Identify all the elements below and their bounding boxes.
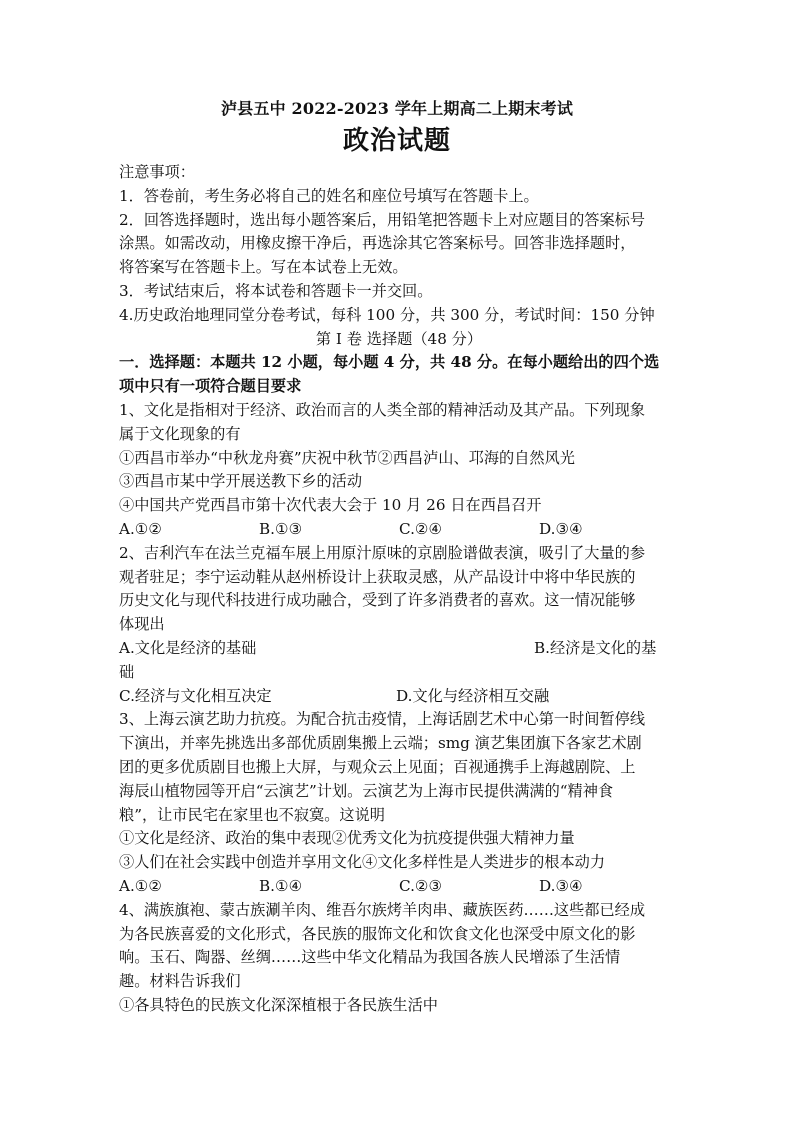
question-3-item: ③人们在社会实践中创造并享用文化④文化多样性是人类进步的根本动力 [119,853,605,872]
option-a: A.①② [119,519,163,538]
question-4-item: ①各具特色的民族文化深深植根于各民族生活中 [119,995,438,1014]
notice-line: 将答案写在答题卡上。写在本试卷上无效。 [119,258,408,277]
option-c: C.经济与文化相互决定 [119,686,272,705]
notice-line: 2．回答选择题时，选出每小题答案后，用铅笔把答题卡上对应题目的答案标号 [119,210,646,229]
option-b-continued: 础 [119,662,135,681]
notice-title: 注意事项： [119,163,195,181]
notice-line: 涂黑。如需改动，用橡皮擦干净后，再选涂其它答案标号。回答非选择题时， [119,234,636,253]
question-1-stem: 1、文化是指相对于经济、政治而言的人类全部的精神活动及其产品。下列现象 [119,400,646,419]
option-a: A.文化是经济的基础 [119,638,257,657]
question-3-stem: 下演出，并率先挑选出多部优质剧集搬上云端；smg 演艺集团旗下各家艺术剧 [119,734,642,753]
question-3-options [119,875,679,899]
option-b: B.①③ [259,519,303,538]
question-3-stem: 粮”，让市民宅在家里也不寂寞。这说明 [119,805,385,824]
question-2-options-ab [119,637,679,661]
question-3-item: ①文化是经济、政治的集中表现②优秀文化为抗疫提供强大精神力量 [119,829,575,848]
option-b: B.经济是文化的基 [534,638,657,657]
section-title: 第 I 卷 选择题（48 分） [315,329,483,348]
option-c: C.②③ [399,876,443,895]
notice-line: 4.历史政治地理同堂分卷考试，每科 100 分，共 300 分，考试时间：150 分钟 [119,305,655,324]
question-3-stem: 海辰山植物园等开启“云演艺”计划。云演艺为上海市民提供满满的“精神食 [119,781,614,800]
option-d: D.③④ [539,519,583,538]
question-4-stem: 响。玉石、陶器、丝绸……这些中华文化精品为我国各族人民增添了生活情 [119,948,621,967]
question-2-stem: 2、吉利汽车在法兰克福车展上用原汁原味的京剧脸谱做表演，吸引了大量的参 [119,543,646,562]
section-instructions: 项中只有一项符合题目要求 [119,377,302,396]
option-d: D.文化与经济相互交融 [396,686,550,705]
question-3-stem: 团的更多优质剧目也搬上大屏，与观众云上见面；百视通携手上海越剧院、上 [119,757,636,776]
notice-line: 1．答卷前，考生务必将自己的姓名和座位号填写在答题卡上。 [119,186,539,205]
option-c: C.②④ [399,519,443,538]
question-2-stem: 历史文化与现代科技进行成功融合，受到了许多消费者的喜欢。这一情况能够 [119,591,636,610]
question-1-item: ④中国共产党西昌市第十次代表大会于 10 月 26 日在西昌召开 [119,496,542,515]
question-4-stem: 为各民族喜爱的文化形式，各民族的服饰文化和饮食文化也深受中原文化的影 [119,924,636,943]
option-b: B.①④ [259,876,303,895]
question-3-stem: 3、上海云演艺助力抗疫。为配合抗击疫情，上海话剧艺术中心第一时间暂停线 [119,710,646,729]
question-4-stem: 趣。材料告诉我们 [119,972,241,991]
question-2-stem: 观者驻足；李宁运动鞋从赵州桥设计上获取灵感，从产品设计中将中华民族的 [119,567,636,586]
exam-header: 泸县五中 2022-2023 学年上期高二上期末考试 [220,99,574,118]
option-a: A.①② [119,876,163,895]
exam-content [119,161,679,1018]
question-1-stem: 属于文化现象的有 [119,424,241,443]
option-d: D.③④ [539,876,583,895]
question-2-options-cd [119,685,679,709]
exam-title: 政治试题 [342,126,451,156]
notice-line: 3．考试结束后，将本试卷和答题卡一并交回。 [119,281,433,300]
question-1-item: ①西昌市举办“中秋龙舟赛”庆祝中秋节②西昌泸山、邛海的自然风光 [119,448,575,467]
question-2-stem: 体现出 [119,615,165,634]
section-instructions: 一．选择题：本题共 12 小题，每小题 4 分，共 48 分。在每小题给出的四个选 [119,353,660,372]
question-1-options [119,518,679,542]
question-1-item: ③西昌市某中学开展送教下乡的活动 [119,472,362,491]
question-4-stem: 4、满族旗袍、蒙古族涮羊肉、维吾尔族烤羊肉串、藏族医药……这些都已经成 [119,900,646,919]
